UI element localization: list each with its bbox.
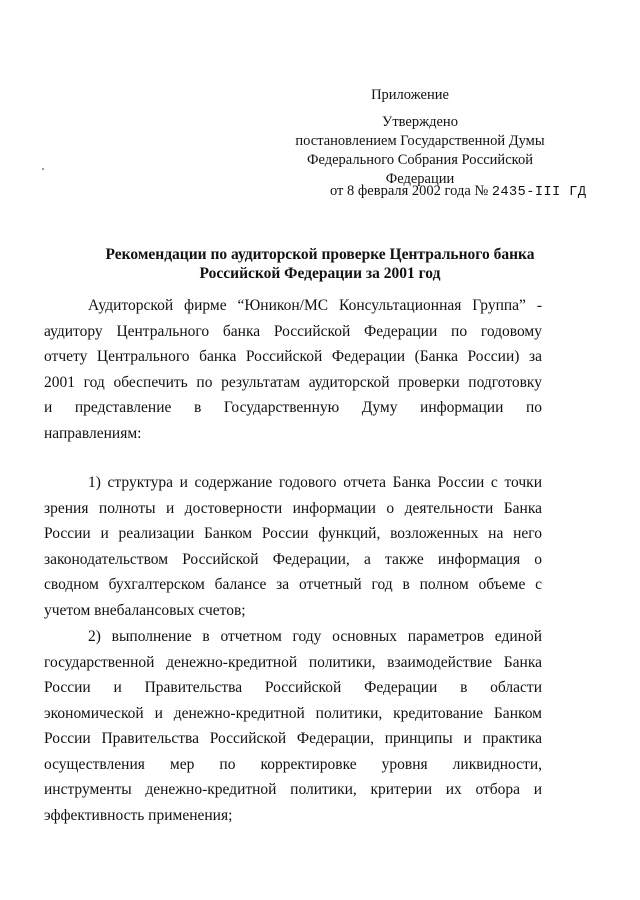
text-line: аудитору Центрального банка Российской Федерации по годовому [44, 322, 542, 340]
resolution-date-text: от 8 февраля 2002 года № [330, 183, 489, 199]
text-line: инструменты денежно-кредитной политики, критерии их отбора и [44, 781, 542, 798]
text-line: отчету Центрального банка Российской Федерации (Банка России) за [44, 348, 542, 365]
text-line: России и Правительства Российской Федерации в области [44, 679, 542, 696]
text-line: России и реализации Банком России функций, возложенных на него [44, 525, 542, 542]
paragraph-item-2 [44, 624, 542, 828]
scan-speck [42, 168, 44, 170]
approval-line: Федерального Собрания Российской [307, 152, 533, 168]
text-line: государственной денежно-кредитной политики, взаимодействие Банка [44, 653, 542, 671]
text-line: сводном бухгалтерском балансе за отчетный год в полном объеме с [44, 576, 542, 593]
approval-block [270, 113, 570, 189]
text-line: 1) структура и содержание годового отчета Банка России с точки [88, 474, 542, 491]
resolution-date [330, 183, 586, 200]
text-line: и представление в Государственную Думу информации по [44, 399, 542, 416]
text-line: 2001 год обеспечить по результатам аудиторской проверки подготовку [44, 373, 542, 391]
title-line: Российской Федерации за 2001 год [199, 265, 441, 282]
text-line: эффективность применения; [44, 806, 233, 824]
approval-line: Утверждено [382, 114, 458, 130]
text-line: экономической и денежно-кредитной политики, кредитование Банком [44, 704, 542, 722]
paragraph-intro [44, 293, 542, 446]
title-line: Рекомендации по аудиторской проверке Центрального банка [105, 246, 535, 263]
text-line: России Правительства Российской Федерации, принципы и практика [44, 730, 542, 747]
approval-line: Федерации [385, 171, 455, 187]
document-title [60, 245, 580, 283]
appendix-label: Приложение [371, 87, 449, 103]
text-line: законодательством Российской Федерации, а также информация о [44, 550, 542, 568]
text-line: осуществления мер по корректировке уровня ликвидности, [44, 755, 542, 773]
text-line: зрения полноты и достоверности информации о деятельности Банка [44, 499, 542, 517]
approval-line: постановлением Государственной Думы [295, 133, 545, 149]
text-line: 2) выполнение в отчетном году основных параметров единой [88, 628, 542, 645]
text-line: учетом внебалансовых счетов; [44, 601, 246, 619]
text-line: Аудиторской фирме “Юникон/МС Консультационная Группа” - [88, 297, 542, 314]
resolution-number: 2435-III ГД [491, 185, 587, 200]
paragraph-item-1 [44, 470, 542, 623]
text-line: направлениям: [44, 424, 142, 442]
